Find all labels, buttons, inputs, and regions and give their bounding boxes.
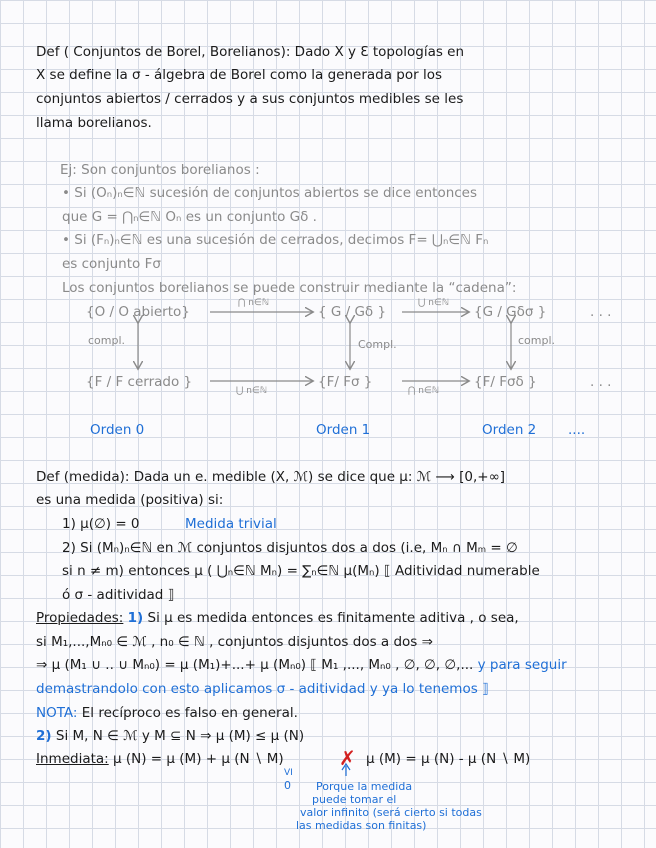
def-borel-line-1: Def ( Conjuntos de Borel, Borelianos): Dado X y Ɛ topologías en [36, 44, 465, 60]
nota-label: NOTA: [36, 705, 78, 721]
example-intro: Ej: Son conjuntos borelianos : [60, 162, 260, 178]
prop-2-text: Si M, N ∈ ℳ y M ⊆ N ⇒ μ (M) ≤ μ (N) [51, 728, 305, 744]
chain-compl: compl. [88, 334, 126, 347]
prop-1-note: y para seguir [473, 657, 567, 673]
note-line: Porque la medida [316, 780, 413, 793]
prop-1-text: Si μ es medida entonces es finitamente aditiva , o sea, [143, 610, 519, 626]
def-medida-item-2: 2) Si (Mₙ)ₙ∈ℕ en ℳ conjuntos disjuntos dos a dos (i.e, Mₙ ∩ Mₘ = ∅ [62, 540, 518, 556]
prop-1-formula: ⇒ μ (M₁ ∪ .. ∪ Mₙ₀) = μ (M₁)+...+ μ (Mₙ₀) ⟦ M₁ ,..., Mₙ₀ , ∅, ∅, ∅,... [36, 657, 474, 673]
def-medida-item-2: si n ≠ m) entonces μ ( ⋃ₙ∈ℕ Mₙ) = ∑ₙ∈ℕ μ(Mₙ) ⟦ Aditividad numerable [62, 563, 540, 579]
inmediata-right: μ (M) = μ (N) - μ (N ∖ M) [366, 751, 531, 767]
prop-1-note-cont: demastrandolo con esto aplicamos σ - aditividad y ya lo tenemos ⟧ [36, 681, 489, 697]
def-medida-item-1: 1) μ(∅) = 0 [62, 516, 140, 532]
def-medida-title: Def (medida): Dada un e. medible (X, ℳ) se dice que μ: ℳ ⟶ [0,+∞] [36, 469, 506, 485]
under-zero: 0 [284, 779, 291, 792]
chain-bottom-set: {F/ Fσ } [318, 374, 373, 390]
note-line: valor infinito (será cierto si todas [300, 806, 482, 819]
chain-bottom-op: ⋃ n∈ℕ [236, 386, 267, 396]
def-medida-item-1-note: Medida trivial [185, 516, 277, 532]
chain-bottom-dots: . . . [590, 374, 612, 390]
order-label: Orden 0 [90, 422, 145, 438]
note-line: las medidas son finitas) [296, 819, 427, 832]
chain-top-set: {G / Gδσ } [474, 304, 547, 320]
example-line: que G = ⋂ₙ∈ℕ Oₙ es un conjunto Gδ . [62, 209, 317, 225]
chain-bottom-set: {F/ Fσδ } [474, 374, 537, 390]
chain-compl: compl. [518, 334, 556, 347]
inmediata-label: Inmediata: [36, 751, 109, 767]
nota-text: El recíproco es falso en general. [77, 705, 298, 721]
def-borel-line-2: X se define la σ - álgebra de Borel como la generada por los [36, 67, 443, 83]
order-label: Orden 2 [482, 422, 537, 438]
inmediata-left: μ (N) = μ (M) + μ (N ∖ M) [108, 751, 284, 767]
example-line: • Si (Fₙ)ₙ∈ℕ es una sucesión de cerrados, decimos F= ⋃ₙ∈ℕ Fₙ [62, 232, 489, 248]
chain-top-op: ⋂ n∈ℕ [238, 298, 269, 308]
chain-bottom-op: ⋂ n∈ℕ [408, 386, 439, 396]
prop-2-number: 2) [36, 728, 52, 744]
def-medida-line: es una medida (positiva) si: [36, 492, 224, 508]
def-borel-line-3: conjuntos abiertos / cerrados y a sus conjuntos medibles se les [36, 91, 464, 107]
chain-top-op: ⋃ n∈ℕ [418, 298, 449, 308]
example-line: • Si (Oₙ)ₙ∈ℕ sucesión de conjuntos abiertos se dice entonces [62, 185, 478, 201]
def-borel-line-4: llama borelianos. [36, 115, 152, 131]
prop-1-number: 1) [127, 610, 144, 626]
under-vi: VI [284, 768, 293, 778]
note-line: puede tomar el [312, 793, 397, 806]
propiedades-label: Propiedades: [36, 610, 124, 626]
example-line: es conjunto Fσ [62, 256, 161, 272]
prop-line: si M₁,...,Mₙ₀ ∈ ℳ , n₀ ∈ ℕ , conjuntos disjuntos dos a dos ⇒ [36, 634, 433, 650]
order-label: Orden 1 [316, 422, 371, 438]
chain-top-set: {O / O abierto} [86, 304, 190, 320]
cross-mark: ✗ [339, 746, 356, 770]
order-dots: .... [568, 422, 586, 438]
def-medida-item-2: ó σ - aditividad ⟧ [62, 587, 175, 603]
example-line: Los conjuntos borelianos se puede construir mediante la “cadena”: [62, 280, 517, 296]
chain-top-dots: . . . [590, 304, 612, 320]
chain-bottom-set: {F / F cerrado } [86, 374, 193, 390]
chain-top-set: { G / Gδ } [318, 304, 387, 320]
chain-compl: Compl. [358, 338, 397, 351]
